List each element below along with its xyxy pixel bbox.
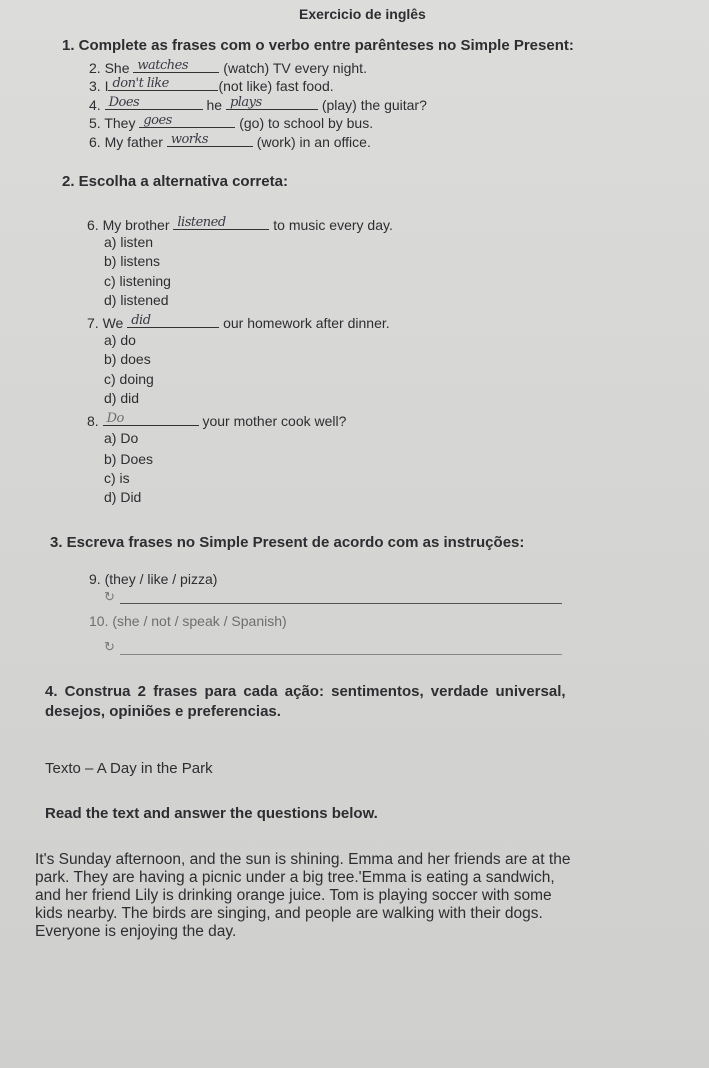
- option[interactable]: c) listening: [104, 273, 171, 289]
- option[interactable]: c) is: [104, 470, 130, 486]
- option[interactable]: d) did: [104, 390, 140, 406]
- section2-heading: 2. Escolha a alternativa correta:: [62, 173, 288, 190]
- option[interactable]: b) does: [104, 351, 151, 367]
- section4-line1: 4. Construa 2 frases para cada ação: sentimentos, verdade universal,: [45, 683, 566, 700]
- s1-item-2: 2. She watches (watch) TV every night.: [89, 58, 367, 76]
- s2-question-7: 7. We did our homework after dinner.: [87, 313, 390, 331]
- passage-line: It's Sunday afternoon, and the sun is shining. Emma and her friends are at the: [35, 851, 571, 868]
- option[interactable]: d) Did: [104, 489, 142, 505]
- answer-line[interactable]: [120, 603, 562, 604]
- passage-line: park. They are having a picnic under a big tree.'Emma is eating a sandwich,: [35, 869, 555, 886]
- answer-blank[interactable]: plays: [226, 96, 318, 110]
- answer-blank[interactable]: listened: [173, 216, 269, 230]
- s1-item-4: 4. Does he plays (play) the guitar?: [89, 95, 427, 113]
- option[interactable]: d) listened: [104, 292, 169, 308]
- section3-heading: 3. Escreva frases no Simple Present de acordo com as instruções:: [50, 534, 525, 551]
- section1-heading: 1. Complete as frases com o verbo entre parênteses no Simple Present:: [62, 37, 574, 54]
- option[interactable]: a) listen: [104, 234, 154, 250]
- s1-item-3: 3. I don't like (not like) fast food.: [89, 76, 334, 94]
- option[interactable]: b) Does: [104, 451, 154, 467]
- page-title: Exercicio de inglês: [299, 6, 426, 22]
- passage-line: kids nearby. The birds are singing, and people are walking with their dogs.: [35, 905, 543, 922]
- s3-item-10: 10. (she / not / speak / Spanish): [89, 613, 287, 629]
- answer-blank[interactable]: Does: [105, 96, 203, 110]
- answer-blank[interactable]: works: [167, 133, 253, 147]
- answer-line[interactable]: [120, 654, 562, 655]
- s2-question-8: 8. Do your mother cook well?: [87, 411, 347, 429]
- option[interactable]: a) Do: [104, 430, 139, 446]
- answer-blank[interactable]: watches: [133, 59, 219, 73]
- s1-item-6: 6. My father works (work) in an office.: [89, 132, 371, 150]
- s2-question-6: 6. My brother listened to music every day.: [87, 215, 393, 233]
- arrow-icon: ↻: [104, 639, 115, 654]
- text-title: Texto – A Day in the Park: [45, 760, 213, 777]
- answer-blank[interactable]: don't like: [108, 77, 218, 91]
- passage-line: Everyone is enjoying the day.: [35, 923, 237, 940]
- passage-line: and her friend Lily is drinking orange juice. Tom is playing soccer with some: [35, 887, 552, 904]
- s3-item-9: 9. (they / like / pizza): [89, 571, 218, 587]
- reading-passage: [35, 849, 685, 943]
- text-instruction: Read the text and answer the questions below.: [45, 805, 378, 822]
- answer-blank[interactable]: did: [127, 314, 219, 328]
- arrow-icon: ↻: [104, 589, 115, 604]
- option[interactable]: a) do: [104, 332, 136, 348]
- section4-line2: desejos, opiniões e preferencias.: [45, 703, 281, 720]
- option[interactable]: b) listens: [104, 253, 161, 269]
- option[interactable]: c) doing: [104, 371, 154, 387]
- answer-blank[interactable]: Do: [103, 412, 199, 426]
- answer-blank[interactable]: goes: [139, 114, 235, 128]
- s1-item-5: 5. They goes (go) to school by bus.: [89, 113, 374, 131]
